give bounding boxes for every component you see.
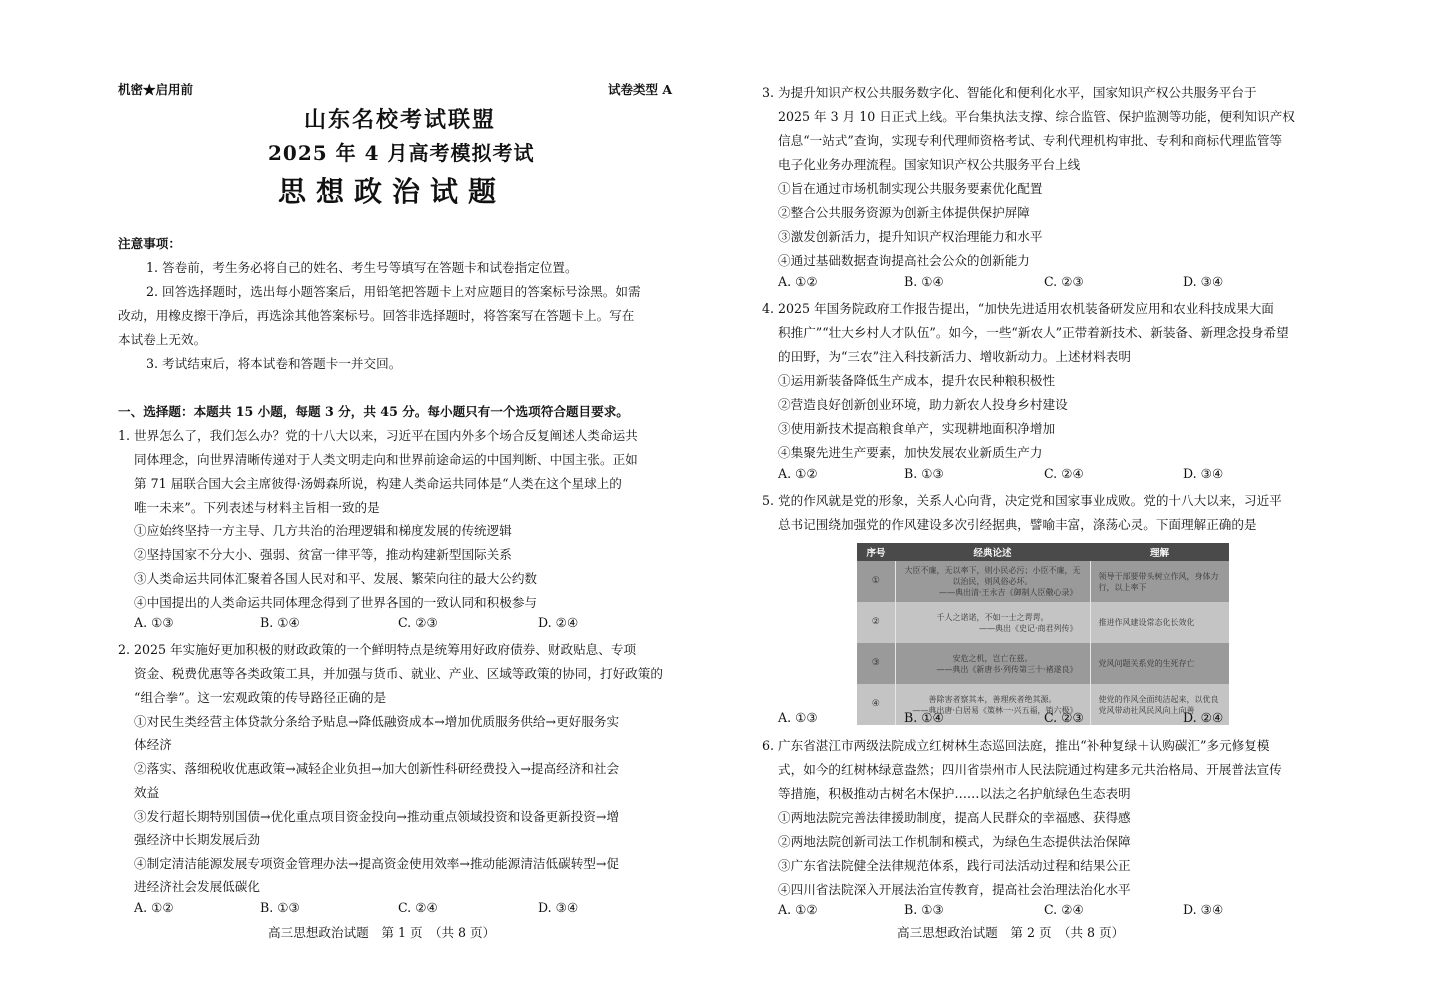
question-line: 2. 2025 年实施好更加积极的财政政策的一个鲜明特点是统筹用好政府债券、财政贴息、专项: [118, 642, 637, 657]
choice-c: C. ②③: [398, 615, 438, 630]
option-statement: 效益: [134, 785, 160, 800]
page-footer: 高三思想政治试题 第 1 页 （共 8 页）: [268, 925, 496, 940]
quote-text: 善除害者察其本，善理疾者绝其源。: [928, 694, 1057, 704]
option-statement: ④四川省法院深入开展法治宣传教育，提高社会治理法治化水平: [778, 882, 1131, 897]
question-line: 5. 党的作风就是党的形象，关系人心向背，决定党和国家事业成败。党的十八大以来，习近平: [762, 493, 1282, 508]
question-line: 6. 广东省湛江市两级法院成立红树林生态巡回法庭，推出“补种复绿＋认购碳汇”多元修复模: [762, 738, 1270, 753]
option-statement: ①两地法院完善法律援助制度，提高人民群众的幸福感、获得感: [778, 810, 1131, 825]
understanding-cell: 使党的作风全面纯洁起来，以优良党风带动社风民风向上向善: [1090, 684, 1229, 725]
option-statement: ②坚持国家不分大小、强弱、贫富一律平等，推动构建新型国际关系: [134, 547, 512, 562]
option-statement: 强经济中长期发展后劲: [134, 832, 260, 847]
choice-b: B. ①③: [260, 900, 300, 915]
option-statement: ③使用新技术提高粮食单产，实现耕地面积净增加: [778, 421, 1056, 436]
choice-a: A. ①②: [778, 274, 818, 289]
classic-quotes-table: [857, 543, 1229, 725]
option-statement: ①运用新装备降低生产成本，提升农民种粮积极性: [778, 373, 1056, 388]
choice-d: D. ③④: [538, 900, 579, 915]
quote-text: 大臣不廉，无以率下，则小民必污；小臣不廉，无以治民，则风俗必坏。: [904, 566, 1081, 586]
choice-d: D. ②④: [538, 615, 579, 630]
row-number: ②: [857, 602, 895, 643]
choice-b: B. ①④: [260, 615, 300, 630]
choice-d: D. ②④: [1183, 710, 1224, 725]
choice-a: A. ①②: [134, 900, 174, 915]
table-row: [857, 561, 1229, 602]
question-line: 式，如今的红树林绿意盎然；四川省崇州市人民法院通过构建多元共治格局、开展普法宣传: [778, 762, 1282, 777]
quote-cell: [895, 602, 1090, 643]
question-line: 等措施，积极推动古树名木保护……以法之名护航绿色生态表明: [778, 786, 1131, 801]
quote-source: ——典出清·王永吉《御制人臣儆心录》: [938, 588, 1078, 597]
question-line: 第 71 届联合国大会主席彼得·汤姆森所说，构建人类命运共同体是“人类在这个星球上的: [134, 476, 622, 491]
exam-date-title: 2025 年 4 月高考模拟考试: [268, 141, 535, 165]
option-statement: ①应始终坚持一方主导、几方共治的治理逻辑和梯度发展的传统逻辑: [134, 523, 512, 538]
quote-source: ——典出《新唐书·列传第三十·褚遂良》: [936, 664, 1078, 674]
quote-text: 千人之诺诺，不如一士之谔谔。: [936, 612, 1049, 622]
choice-d: D. ③④: [1183, 466, 1224, 481]
option-statement: ③激发创新活力，提升知识产权治理能力和水平: [778, 229, 1043, 244]
option-statement: ②营造良好创新创业环境，助力新农人投身乡村建设: [778, 397, 1068, 412]
choice-a: A. ①②: [778, 902, 818, 917]
option-statement: ③发行超长期特别国债→优化重点项目资金投向→推动重点领域投资和设备更新投资→增: [134, 809, 620, 824]
quote-cell: [895, 561, 1090, 602]
quote-source: ——典出《史记·商君列传》: [978, 623, 1078, 633]
choice-a: A. ①②: [778, 466, 818, 481]
question-line: 唯一未来”。下列表述与材料主旨相一致的是: [134, 500, 380, 515]
row-number: ④: [857, 684, 895, 725]
question-line: 4. 2025 年国务院政府工作报告提出，“加快先进适用农机装备研发应用和农业科技成果大面: [762, 301, 1274, 316]
choice-d: D. ③④: [1183, 902, 1224, 917]
question-line: 的田野，为“三农”注入科技新活力、增收新动力。上述材料表明: [778, 349, 1131, 364]
notice-line: 本试卷上无效。: [118, 332, 207, 347]
option-statement: ④制定清洁能源发展专项资金管理办法→提高资金使用效率→推动能源清洁低碳转型→促: [134, 856, 620, 871]
choice-d: D. ③④: [1183, 274, 1224, 289]
question-line: 积推广”“壮大乡村人才队伍”。如今，一些“新农人”正带着新技术、新装备、新理念投身希望: [778, 325, 1289, 340]
option-statement: ④集聚先进生产要素，加快发展农业新质生产力: [778, 445, 1043, 460]
option-statement: ④通过基础数据查询提高社会公众的创新能力: [778, 253, 1030, 268]
choice-b: B. ①④: [904, 710, 944, 725]
section-heading: 一、选择题：本题共 15 小题，每题 3 分，共 45 分。每小题只有一个选项符合题目要求。: [118, 404, 629, 419]
table-row: [857, 643, 1229, 684]
understanding-cell: 领导干部要带头树立作风，身体力行，以上率下: [1090, 561, 1229, 602]
choice-c: C. ②④: [1044, 902, 1084, 917]
option-statement: ③广东省法院健全法律规范体系，践行司法活动过程和结果公正: [778, 858, 1131, 873]
option-statement: 体经济: [134, 737, 172, 752]
option-statement: ①旨在通过市场机制实现公共服务要素优化配置: [778, 181, 1043, 196]
choice-b: B. ①③: [904, 902, 944, 917]
option-statement: ②整合公共服务资源为创新主体提供保护屏障: [778, 205, 1030, 220]
option-statement: 进经济社会发展低碳化: [134, 879, 260, 894]
question-line: 1. 世界怎么了，我们怎么办？党的十八大以来，习近平在国内外多个场合反复阐述人类命运共: [118, 428, 638, 443]
quote-source: ——典出唐·白居易《策林一·兴五福，销六极》: [912, 705, 1078, 715]
subject-title: 思想政治试题: [278, 175, 507, 208]
row-number: ①: [857, 561, 895, 602]
choice-c: C. ②③: [1044, 710, 1084, 725]
choice-a: A. ①③: [778, 710, 818, 725]
row-number: ③: [857, 643, 895, 684]
notice-heading: 注意事项：: [118, 236, 181, 251]
paper-type-label: 试卷类型 A: [608, 82, 673, 97]
confidential-label: 机密★启用前: [118, 82, 194, 97]
quote-text: 安危之机，岂亡在兹。: [952, 653, 1033, 663]
choice-c: C. ②④: [1044, 466, 1084, 481]
page-footer: 高三思想政治试题 第 2 页 （共 8 页）: [897, 925, 1125, 940]
question-line: 3. 为提升知识产权公共服务数字化、智能化和便利化水平，国家知识产权公共服务平台于: [762, 85, 1257, 100]
quote-cell: [895, 643, 1090, 684]
understanding-cell: 推进作风建设常态化长效化: [1090, 602, 1229, 643]
notice-line: 3. 考试结束后，将本试卷和答题卡一并交回。: [146, 356, 402, 371]
choice-c: C. ②④: [398, 900, 438, 915]
choice-c: C. ②③: [1044, 274, 1084, 289]
option-statement: ④中国提出的人类命运共同体理念得到了世界各国的一致认同和积极参与: [134, 595, 537, 610]
option-statement: ②两地法院创新司法工作机制和模式，为绿色生态提供法治保障: [778, 834, 1131, 849]
question-line: 同体理念，向世界清晰传递对于人类文明走向和世界前途命运的中国判断、中国主张。正如: [134, 452, 638, 467]
option-statement: ①对民生类经营主体贷款分条给予贴息→降低融资成本→增加优质服务供给→更好服务实: [134, 714, 620, 729]
table-header-row: [857, 543, 1229, 561]
column-header-quote: 经典论述: [895, 543, 1090, 561]
understanding-cell: 党风问题关系党的生死存亡: [1090, 643, 1229, 684]
exam-alliance-title: 山东名校考试联盟: [304, 107, 497, 133]
choice-b: B. ①④: [904, 274, 944, 289]
column-header-understanding: 理解: [1090, 543, 1229, 561]
question-line: 2025 年 3 月 10 日正式上线。平台集执法支撑、综合监管、保护监测等功能，便利知识产权: [778, 109, 1295, 124]
question-line: 资金、税费优惠等各类政策工具，并加强与货币、就业、产业、区域等政策的协同，打好政策的: [134, 666, 663, 681]
table-row: [857, 602, 1229, 643]
option-statement: ②落实、落细税收优惠政策→减轻企业负担→加大创新性科研经费投入→提高经济和社会: [134, 761, 620, 776]
option-statement: ③人类命运共同体汇聚着各国人民对和平、发展、繁荣向往的最大公约数: [134, 571, 537, 586]
choice-a: A. ①③: [134, 615, 174, 630]
question-line: 总书记围绕加强党的作风建设多次引经据典，譬喻丰富，涤荡心灵。下面理解正确的是: [778, 517, 1257, 532]
choice-b: B. ①③: [904, 466, 944, 481]
question-line: 电子化业务办理流程。国家知识产权公共服务平台上线: [778, 157, 1081, 172]
notice-line: 2. 回答选择题时，选出每小题答案后，用铅笔把答题卡上对应题目的答案标号涂黑。如需: [146, 284, 641, 299]
question-line: 信息“一站式”查询，实现专利代理师资格考试、专利代理机构审批、专利和商标代理监管等: [778, 133, 1283, 148]
question-line: “组合拳”。这一宏观政策的传导路径正确的是: [134, 690, 387, 705]
notice-line: 改动，用橡皮擦干净后，再选涂其他答案标号。回答非选择题时，将答案写在答题卡上。写在: [118, 308, 635, 323]
notice-line: 1. 答卷前，考生务必将自己的姓名、考生号等填写在答题卡和试卷指定位置。: [146, 260, 578, 275]
column-header-number: 序号: [857, 543, 895, 561]
